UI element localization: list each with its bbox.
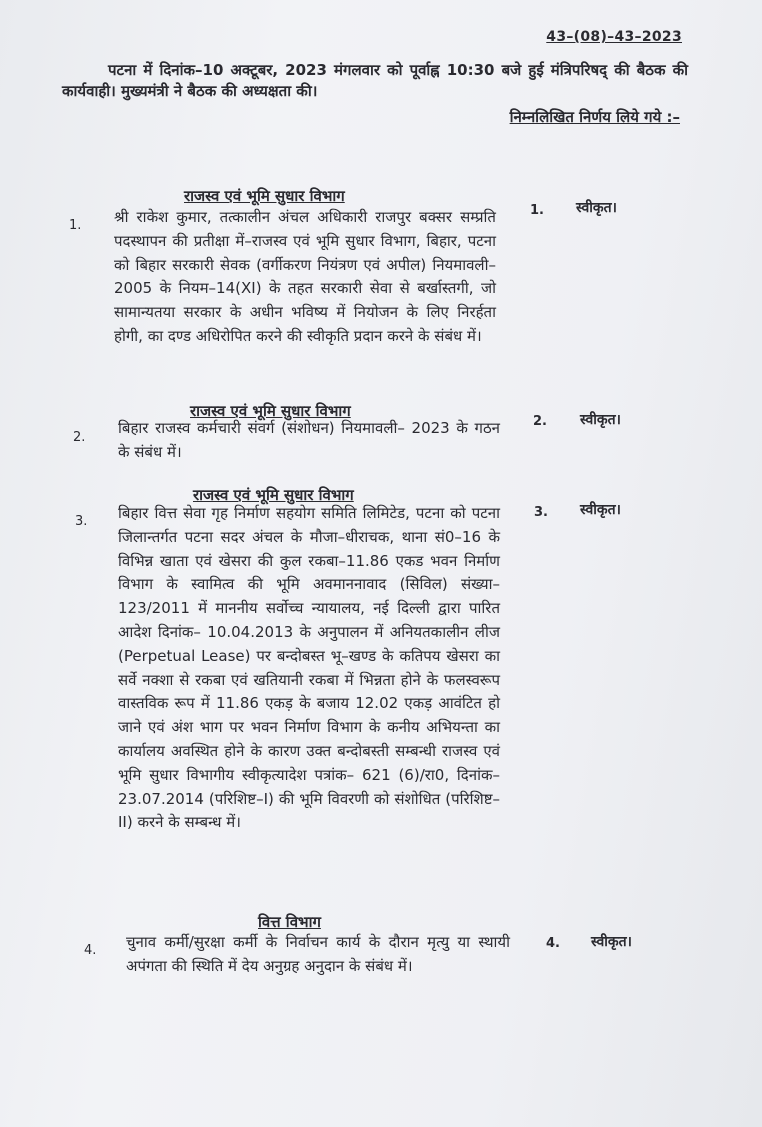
decision-text: स्वीकृत।	[580, 412, 621, 428]
item-number: 1.	[69, 218, 82, 233]
decision-text: स्वीकृत।	[576, 200, 617, 216]
decision-number: 3.	[534, 505, 548, 520]
department-heading: राजस्व एवं भूमि सुधार विभाग	[193, 486, 354, 504]
department-heading: राजस्व एवं भूमि सुधार विभाग	[190, 402, 351, 420]
item-text: बिहार राजस्व कर्मचारी संवर्ग (संशोधन) नियमावली– 2023 के गठन के संबंध में।	[118, 419, 500, 461]
item-text: चुनाव कर्मी/सुरक्षा कर्मी के निर्वाचन कार्य के दौरान मृत्यु या स्थायी अपंगता की स्थिति में देय अनुग्रह अनुदान के संबंध में।	[126, 933, 510, 975]
department-heading: राजस्व एवं भूमि सुधार विभाग	[184, 187, 345, 205]
item-number: 4.	[84, 943, 97, 958]
item-number: 3.	[75, 514, 88, 529]
item-number: 2.	[73, 430, 86, 445]
department-heading: वित्त विभाग	[258, 913, 321, 931]
decision-number: 2.	[533, 414, 547, 429]
decision-number: 1.	[530, 203, 544, 218]
item-text: बिहार वित्त सेवा गृह निर्माण सहयोग समिति लिमिटेड, पटना को पटना जिलान्तर्गत पटना सदर अंचल के मौजा–धीराचक, थाना सं0–16 के विभिन्न खाता एवं खेसरा की कुल रकबा–11.86 एकड भवन निर्माण विभाग के स्वामित्व की भूमि अवमाननावाद (सिविल) संख्या–123/2011 में माननीय सर्वोच्च न्यायालय, नई दिल्ली द्वारा पारित आदेश दिनांक– 10.04.2013 के अनुपालन में अनियतकालीन लीज (Perpetual Lease) पर बन्दोबस्त भू–खण्ड के कतिपय खेसरा का सर्वे नक्शा से रकबा एवं खतियानी रकबा में भिन्नता होने के फलस्वरूप वास्तविक रूप में 11.86 एकड़ के बजाय 12.02 एकड़ आवंटित हो जाने एवं अंश भाग पर भवन निर्माण विभाग के कनीय अभियन्ता का कार्यालय अवस्थित होने के कारण उक्त बन्दोबस्ती सम्बन्धी राजस्व एवं भूमि सुधार विभागीय स्वीकृत्यादेश पत्रांक– 621 (6)/रा0, दिनांक– 23.07.2014 (परिशिष्ट–I) की भूमि विवरणी को संशोधित (परिशिष्ट–II) करने के सम्बन्ध में।	[118, 504, 500, 832]
reference-number: 43–(08)–43–2023	[546, 29, 682, 45]
decision-number: 4.	[546, 936, 560, 951]
decision-text: स्वीकृत।	[591, 934, 632, 950]
meeting-intro: पटना में दिनांक–10 अक्टूबर, 2023 मंगलवार को पूर्वाह्न 10:30 बजे हुई मंत्रिपरिषद् की बैठक की कार्यवाही। मुख्यमंत्री ने बैठक की अध्यक्षता की।	[62, 61, 688, 100]
item-text: श्री राकेश कुमार, तत्कालीन अंचल अधिकारी राजपुर बक्सर सम्प्रति पदस्थापन की प्रतीक्षा में–राजस्व एवं भूमि सुधार विभाग, बिहार, पटना को बिहार सरकारी सेवक (वर्गीकरण नियंत्रण एवं अपील) नियमावली– 2005 के नियम–14(XI) के तहत सरकारी सेवा से बर्खास्तगी, जो सामान्यतया सरकार के अधीन भविष्य में नियोजन के लिए निरर्हता होगी, का दण्ड अधिरोपित करने की स्वीकृति प्रदान करने के संबंध में।	[114, 208, 496, 345]
decisions-label: निम्नलिखित निर्णय लिये गये :–	[509, 108, 680, 126]
decision-text: स्वीकृत।	[580, 502, 621, 518]
